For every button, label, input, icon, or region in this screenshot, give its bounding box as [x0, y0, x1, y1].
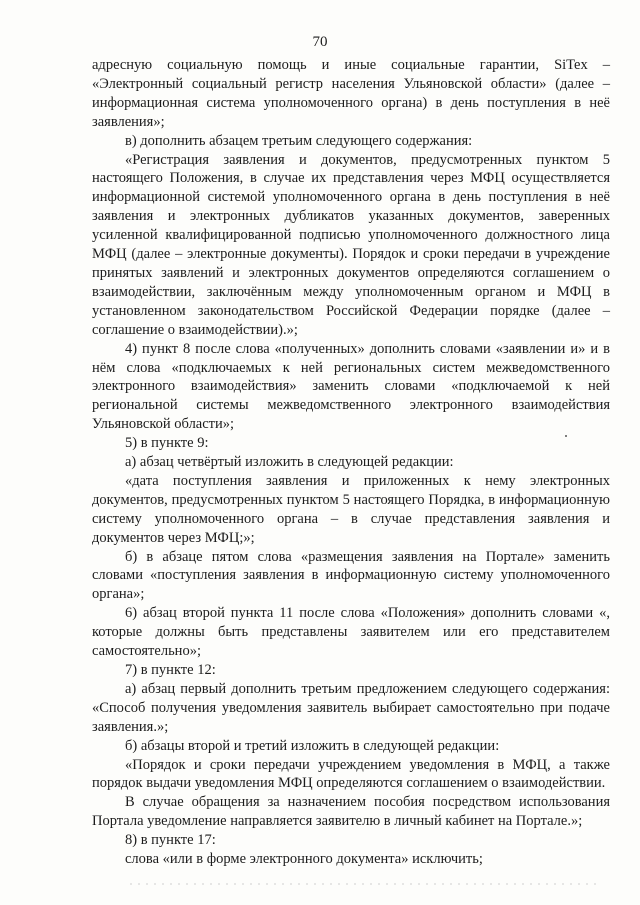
paragraph-14: В случае обращения за назначением пособия посредством использования Портала уведомление направляется заявителю в личный кабинет на Портале.»; [92, 794, 610, 830]
paragraph-5: 5) в пункте 9: [125, 435, 209, 452]
paragraph-10: 7) в пункте 12: [125, 662, 216, 678]
paragraph-12: б) абзацы второй и третий изложить в следующей редакции: [125, 737, 500, 754]
paragraph-9: 6) абзац второй пункта 11 после слова «Положения» дополнить словами «, которые должны быть представлены заявителем или его представителем самостоятельно»; [92, 605, 610, 660]
page-number: 70 [312, 34, 328, 50]
paragraph-7: «дата поступления заявления и приложенных к нему электронных документов, предусмотренных пунктом 5 настоящего Порядка, в информационную систему уполномоченного органа – в случае представления заявления и документов через МФЦ;»; [92, 472, 610, 546]
paragraph-1: адресную социальную помощь и иные социальные гарантии, SiTex – «Электронный социальный регистр населения Ульяновской области» (далее – информационная система уполномоченного органа) в день поступления в неё заявления»; [92, 57, 610, 130]
paragraph-13: «Порядок и сроки передачи учреждением уведомления в МФЦ, а также порядок выдачи уведомления МФЦ определяются соглашением о взаимодействии. [92, 756, 610, 792]
paragraph-4: 4) пункт 8 после слова «полученных» дополнить словами «заявлении и» и в нём слова «подключаемых к ней региональных систем межведомственного электронного взаимодействия» заменить словами «подключаемой к ней региональной системы межведомственного электронного взаимодействия Ульяновской области»; [92, 340, 610, 433]
paragraph-8: б) в абзаце пятом слова «размещения заявления на Портале» заменить словами «поступления заявления в информационную систему уполномоченного органа»; [92, 548, 610, 603]
document-body [92, 56, 610, 869]
paragraph-16: слова «или в форме электронного документа» исключить; [125, 851, 483, 868]
paragraph-3: «Регистрация заявления и документов, предусмотренных пунктом 5 настоящего Положения, в случае их представления через МФЦ осуществляется информационной системой уполномоченного органа в день поступления в неё заявления и электронных дубликатов указанных документов, заверенных усиленной квалифицированной подписью уполномоченного должностного лица МФЦ (далее – электронные документы). Порядок и сроки передачи в учреждение принятых заявлений и электронных документов определяются соглашением о взаимодействии, заключённым между уполномоченным органом и МФЦ в установленном законодательством Российской Федерации порядке (далее – соглашение о взаимодействии).»; [92, 151, 610, 338]
paragraph-6: а) абзац четвёртый изложить в следующей редакции: [125, 454, 454, 471]
paragraph-11: а) абзац первый дополнить третьим предложением следующего содержания: «Способ получения уведомления заявитель выбирает самостоятельно при подаче заявления.»; [92, 680, 610, 735]
paragraph-15: 8) в пункте 17: [125, 832, 216, 849]
paragraph-2: в) дополнить абзацем третьим следующего содержания: [125, 132, 473, 149]
